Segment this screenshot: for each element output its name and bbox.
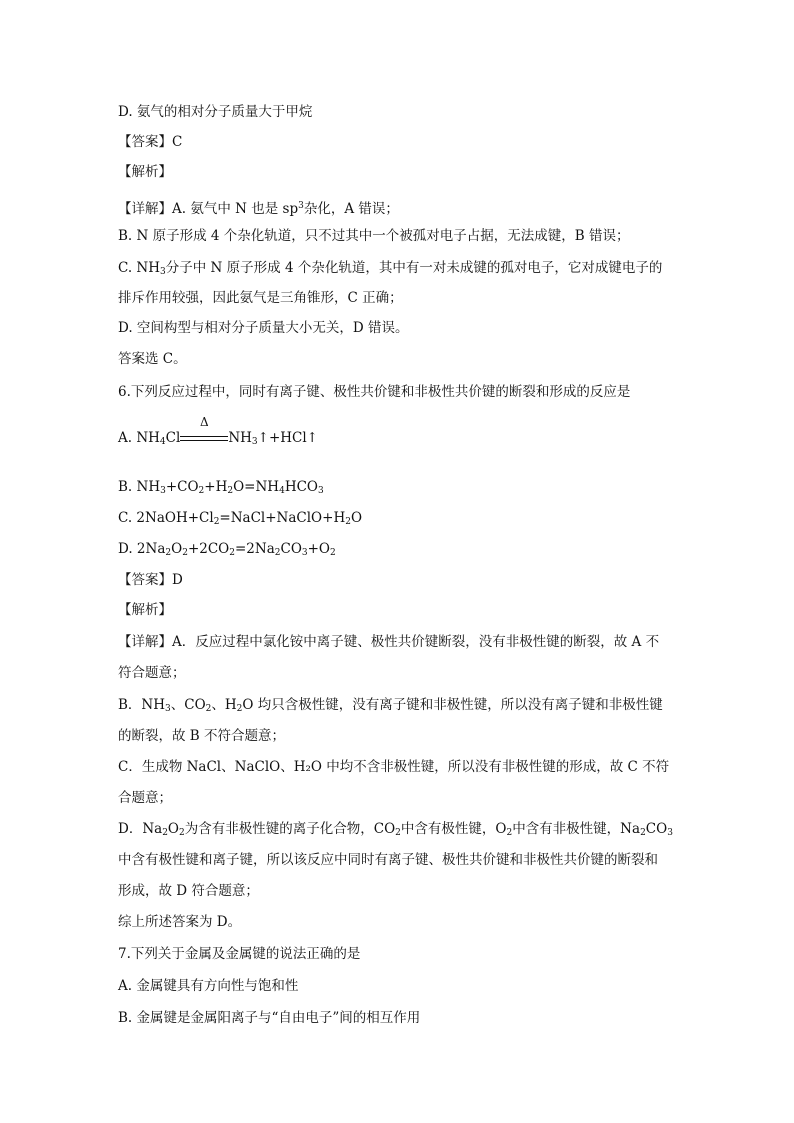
subscript: 3 (667, 828, 673, 838)
text-segment: A. NH (118, 430, 160, 446)
subscript: 3 (160, 486, 166, 496)
text-segment: D. 2Na (118, 541, 166, 557)
text-segment: O (350, 510, 363, 526)
detail-d (118, 819, 673, 843)
subscript: 3 (317, 486, 324, 496)
text-segment: +H (204, 479, 228, 495)
analysis-label: 【解析】 (118, 164, 172, 180)
heating-arrow (180, 415, 228, 448)
subscript: 2 (198, 486, 205, 496)
text-segment: HCO (284, 479, 318, 495)
text-segment: =2Na (234, 541, 275, 557)
text-segment: 、H (211, 697, 237, 713)
answer-label: 【答案】C (118, 134, 183, 150)
double-line (180, 436, 228, 441)
subscript: 4 (159, 437, 166, 447)
subscript: 2 (165, 548, 172, 558)
subscript: 2 (506, 828, 513, 838)
text-segment: =NaCl+NaClO+H (219, 510, 346, 526)
text-segment: 中含有非极性键，Na (512, 821, 641, 837)
subscript: 2 (345, 517, 351, 527)
subscript: 3 (165, 704, 171, 714)
text-segment: D．Na (118, 821, 163, 837)
text-segment: 【详解】A. 氨气中 N 也是 sp (118, 201, 299, 217)
detail-a (118, 196, 399, 219)
text-segment: 、CO (170, 697, 206, 713)
subscript: 2 (274, 548, 281, 558)
detail-d: D. 空间构型与相对分子质量大小无关，D 错误。 (118, 320, 409, 336)
text-segment: 分子中 N 原子形成 4 个杂化轨道，其中有一对未成键的孤对电子，它对成键电子的 (165, 260, 663, 276)
text-segment: ↑+HCl↑ (257, 430, 318, 446)
detail-a: 【详解】A．反应过程中氯化铵中离子键、极性共价键断裂，没有非极性键的断裂，故 A 不 (118, 634, 660, 650)
text-segment: +O (307, 541, 331, 557)
subscript: 2 (227, 486, 234, 496)
detail-a-cont: 符合题意； (118, 665, 186, 681)
subscript: 3 (301, 548, 308, 558)
option-a-text: A. 金属键具有方向性与饱和性 (118, 978, 299, 994)
option-b-equation (118, 477, 324, 501)
detail-c-cont: 合题意； (118, 790, 172, 806)
option-b-text: B. 金属键是金属阳离子与“自由电子”间的相互作用 (118, 1010, 421, 1026)
text-segment: O=NH (233, 479, 280, 495)
detail-b: B. N 原子形成 4 个杂化轨道，只不过其中一个被孤对电子占据，无法成键，B 错误； (118, 228, 630, 244)
subscript: 2 (395, 828, 401, 838)
detail-d-cont: 中含有极性键和离子键，所以该反应中同时有离子键、极性共价键和非极性共价键的断裂和 (118, 852, 658, 868)
text-segment: CO (645, 821, 668, 837)
text-segment: O 均只含极性键，没有离子键和非极性键，所以没有离子键和非极性键 (242, 697, 663, 713)
option-a-equation (118, 415, 318, 452)
text-segment: B．NH (118, 697, 166, 713)
text-segment: B. NH (118, 479, 161, 495)
subscript: 4 (279, 486, 285, 496)
superscript: 3 (298, 201, 304, 211)
subscript: 2 (205, 704, 212, 714)
subscript: 2 (182, 548, 188, 558)
subscript: 2 (162, 828, 168, 838)
text-segment: +CO (165, 479, 199, 495)
subscript: 2 (179, 828, 185, 838)
detail-b-cont: 的断裂，故 B 不符合题意； (118, 728, 286, 744)
detail-b (118, 695, 663, 719)
detail-c-cont: 排斥作用较强，因此氨气是三角锥形，C 正确； (118, 290, 403, 306)
text-segment: CO (280, 541, 302, 557)
text-segment: C. 2NaOH+Cl (118, 510, 214, 526)
text-segment: 中含有极性键，O (400, 821, 507, 837)
subscript: 3 (160, 267, 166, 277)
text-segment: +2CO (187, 541, 230, 557)
text-segment: O (171, 541, 183, 557)
answer-choice: 答案选 C。 (118, 351, 187, 367)
text-segment: 杂化，A 错误； (303, 201, 399, 217)
subscript: 2 (236, 704, 243, 714)
subscript: 3 (251, 437, 258, 447)
text-segment: O (167, 821, 179, 837)
text-segment: NH (228, 430, 252, 446)
delta-symbol: Δ (199, 415, 209, 429)
text-segment: 为含有非极性键的离子化合物，CO (184, 821, 396, 837)
answer-label: 【答案】D (118, 572, 183, 588)
option-c-equation (118, 508, 362, 532)
option-d-equation (118, 539, 336, 563)
subscript: 2 (640, 828, 646, 838)
analysis-label: 【解析】 (118, 602, 172, 618)
text-segment: Cl (165, 430, 181, 446)
detail-c (118, 258, 662, 282)
question-6: 6.下列反应过程中，同时有离子键、极性共价键和非极性共价键的断裂和形成的反应是 (118, 384, 631, 400)
text-segment: C. NH (118, 260, 161, 276)
detail-c: C．生成物 NaCl、NaClO、H₂O 中均不含非极性键，所以没有非极性键的形成，故 C 不符 (118, 759, 670, 775)
detail-d-cont: 形成，故 D 符合题意； (118, 883, 259, 899)
option-d-text: D. 氨气的相对分子质量大于甲烷 (118, 104, 313, 120)
conclusion: 综上所述答案为 D。 (118, 914, 242, 930)
question-7: 7.下列关于金属及金属键的说法正确的是 (118, 946, 361, 962)
subscript: 2 (330, 548, 336, 558)
subscript: 2 (213, 517, 220, 527)
subscript: 2 (229, 548, 235, 558)
